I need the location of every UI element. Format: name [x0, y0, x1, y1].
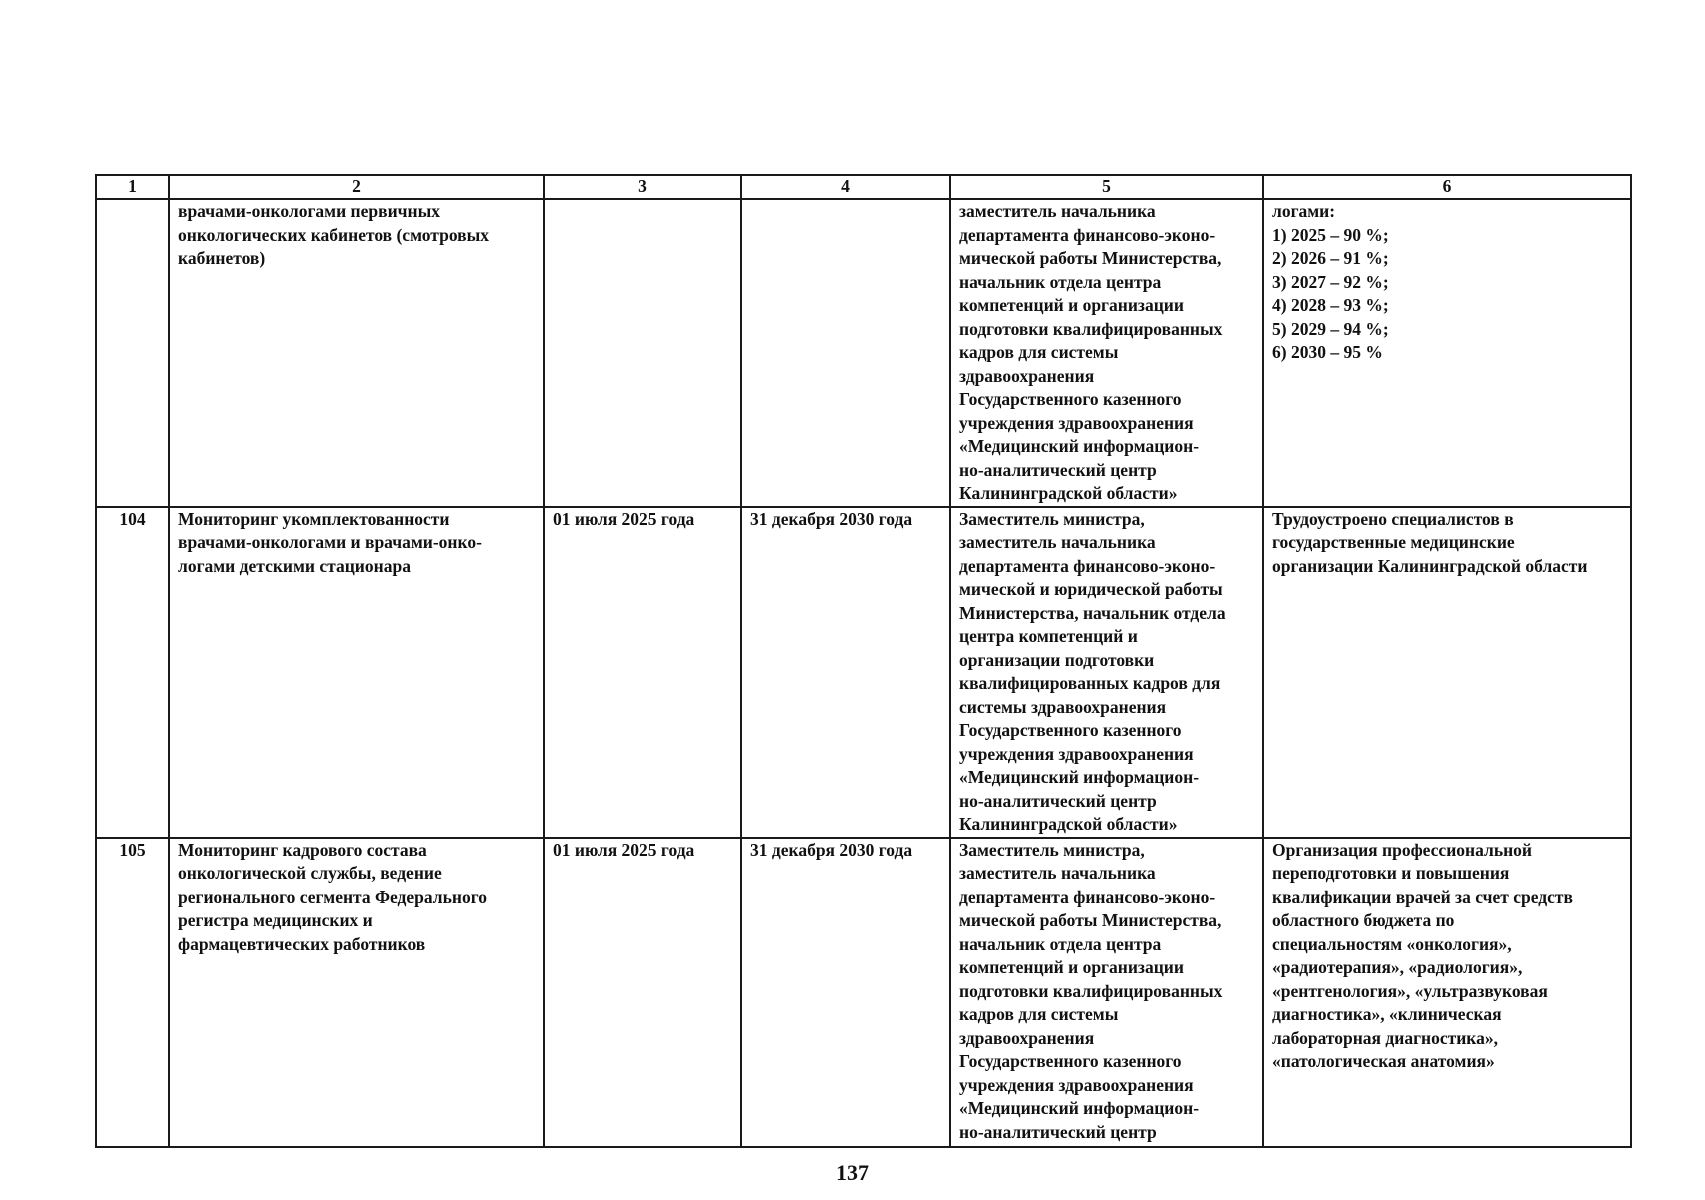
responsible-persons [950, 838, 1263, 1147]
column-number-6: 6 [1263, 175, 1631, 199]
cell-text-line: государственные медицинские [1272, 532, 1515, 552]
column-number-5: 5 [950, 175, 1263, 199]
cell-text-line: системы здравоохранения [959, 696, 1167, 717]
cell-text-line: логами: [1272, 201, 1336, 221]
measures-table [95, 174, 1632, 1148]
measure-description [169, 507, 544, 838]
cell-text-line: Государственного казенного [959, 1051, 1182, 1071]
end-date [741, 199, 950, 507]
cell-text-line: центра компетенций и [959, 626, 1138, 646]
cell-text-line: врачами-онкологами первичных [178, 201, 441, 221]
cell-text-line: онкологической службы, ведение [178, 863, 442, 883]
cell-text-line: 1) 2025 – 90 %; [1272, 224, 1389, 245]
cell-text-line: «радиотерапия», «радиология», [1272, 957, 1523, 977]
cell-text-line: «Медицинский информацион- [959, 436, 1200, 456]
table-row [96, 199, 1631, 507]
cell-text-line: кадров для системы [959, 1004, 1119, 1024]
cell-text-line: фармацевтических работников [178, 933, 426, 954]
page-number: 137 [836, 1160, 869, 1185]
row-number [96, 199, 169, 507]
cell-text-line: кадров для системы [959, 342, 1119, 362]
cell-text-line: мической и юридической работы [959, 579, 1223, 599]
cell-text-line: диагностика», «клиническая [1272, 1004, 1502, 1024]
cell-text-line: врачами-онкологами и врачами-онко- [178, 532, 482, 552]
cell-text-line: областного бюджета по [1272, 910, 1455, 930]
cell-text-line: Калининградской области» [959, 814, 1178, 834]
cell-text-line: логами детскими стационара [178, 555, 411, 576]
cell-text-line: заместитель начальника [959, 863, 1156, 883]
cell-text-line: 3) 2027 – 92 %; [1272, 271, 1389, 292]
cell-text-line: заместитель начальника [959, 201, 1156, 221]
start-date: 01 июля 2025 года [544, 838, 741, 1147]
responsible-persons [950, 199, 1263, 507]
cell-text-line: заместитель начальника [959, 532, 1156, 552]
cell-text-line: мической работы Министерства, [959, 248, 1222, 268]
column-number-4: 4 [741, 175, 950, 199]
end-date: 31 декабря 2030 года [741, 838, 950, 1147]
cell-text-line: департамента финансово-эконо- [959, 555, 1216, 576]
cell-text-line: Государственного казенного [959, 389, 1182, 409]
row-number: 105 [96, 838, 169, 1147]
end-date: 31 декабря 2030 года [741, 507, 950, 838]
cell-text-line: Мониторинг укомплектованности [178, 508, 450, 529]
cell-text-line: «Медицинский информацион- [959, 767, 1200, 787]
cell-text-line: переподготовки и повышения [1272, 863, 1510, 883]
cell-text-line: онкологических кабинетов (смотровых [178, 224, 489, 245]
column-number-2: 2 [169, 175, 544, 199]
cell-text-line: но-аналитический центр [959, 459, 1157, 480]
cell-text-line: мической работы Министерства, [959, 910, 1222, 930]
cell-text-line: Мониторинг кадрового состава [178, 839, 427, 860]
row-number: 104 [96, 507, 169, 838]
expected-result [1263, 507, 1631, 838]
expected-result [1263, 199, 1631, 507]
cell-text-line: Государственного казенного [959, 720, 1182, 740]
cell-text-line: «рентгенология», «ультразвуковая [1272, 980, 1548, 1001]
measure-description [169, 199, 544, 507]
cell-text-line: но-аналитический центр [959, 790, 1157, 811]
column-number-3: 3 [544, 175, 741, 199]
cell-text-line: компетенций и организации [959, 957, 1184, 977]
cell-text-line: но-аналитический центр [959, 1121, 1157, 1142]
expected-result [1263, 838, 1631, 1147]
cell-text-line: Заместитель министра, [959, 839, 1145, 860]
cell-text-line: учреждения здравоохранения [959, 1074, 1194, 1095]
cell-text-line: организации Калининградской области [1272, 555, 1588, 576]
cell-text-line: 2) 2026 – 91 %; [1272, 248, 1389, 268]
start-date [544, 199, 741, 507]
table-row [96, 507, 1631, 838]
cell-text-line: регионального сегмента Федерального [178, 886, 487, 907]
start-date: 01 июля 2025 года [544, 507, 741, 838]
cell-text-line: учреждения здравоохранения [959, 412, 1194, 433]
cell-text-line: Министерства, начальник отдела [959, 602, 1226, 623]
column-number-row [96, 175, 1631, 199]
cell-text-line: регистра медицинских и [178, 910, 373, 930]
cell-text-line: подготовки квалифицированных [959, 980, 1223, 1001]
table-row [96, 838, 1631, 1147]
cell-text-line: «патологическая анатомия» [1272, 1051, 1495, 1071]
cell-text-line: здравоохранения [959, 1027, 1095, 1048]
cell-text-line: учреждения здравоохранения [959, 743, 1194, 764]
cell-text-line: «Медицинский информацион- [959, 1098, 1200, 1118]
measure-description [169, 838, 544, 1147]
cell-text-line: здравоохранения [959, 365, 1095, 386]
cell-text-line: подготовки квалифицированных [959, 318, 1223, 339]
cell-text-line: кабинетов) [178, 248, 266, 268]
cell-text-line: департамента финансово-эконо- [959, 224, 1216, 245]
cell-text-line: специальностям «онкология», [1272, 933, 1512, 954]
cell-text-line: департамента финансово-эконо- [959, 886, 1216, 907]
cell-text-line: Заместитель министра, [959, 508, 1145, 529]
cell-text-line: 5) 2029 – 94 %; [1272, 318, 1389, 339]
cell-text-line: лабораторная диагностика», [1272, 1027, 1498, 1048]
cell-text-line: организации подготовки [959, 649, 1155, 670]
cell-text-line: компетенций и организации [959, 295, 1184, 315]
cell-text-line: начальник отдела центра [959, 271, 1162, 292]
cell-text-line: 4) 2028 – 93 %; [1272, 295, 1389, 315]
column-number-1: 1 [96, 175, 169, 199]
responsible-persons [950, 507, 1263, 838]
cell-text-line: начальник отдела центра [959, 933, 1162, 954]
cell-text-line: Организация профессиональной [1272, 839, 1532, 860]
cell-text-line: 6) 2030 – 95 % [1272, 342, 1383, 362]
cell-text-line: Калининградской области» [959, 483, 1178, 503]
cell-text-line: квалификации врачей за счет средств [1272, 886, 1573, 907]
cell-text-line: Трудоустроено специалистов в [1272, 508, 1514, 529]
cell-text-line: квалифицированных кадров для [959, 673, 1221, 693]
